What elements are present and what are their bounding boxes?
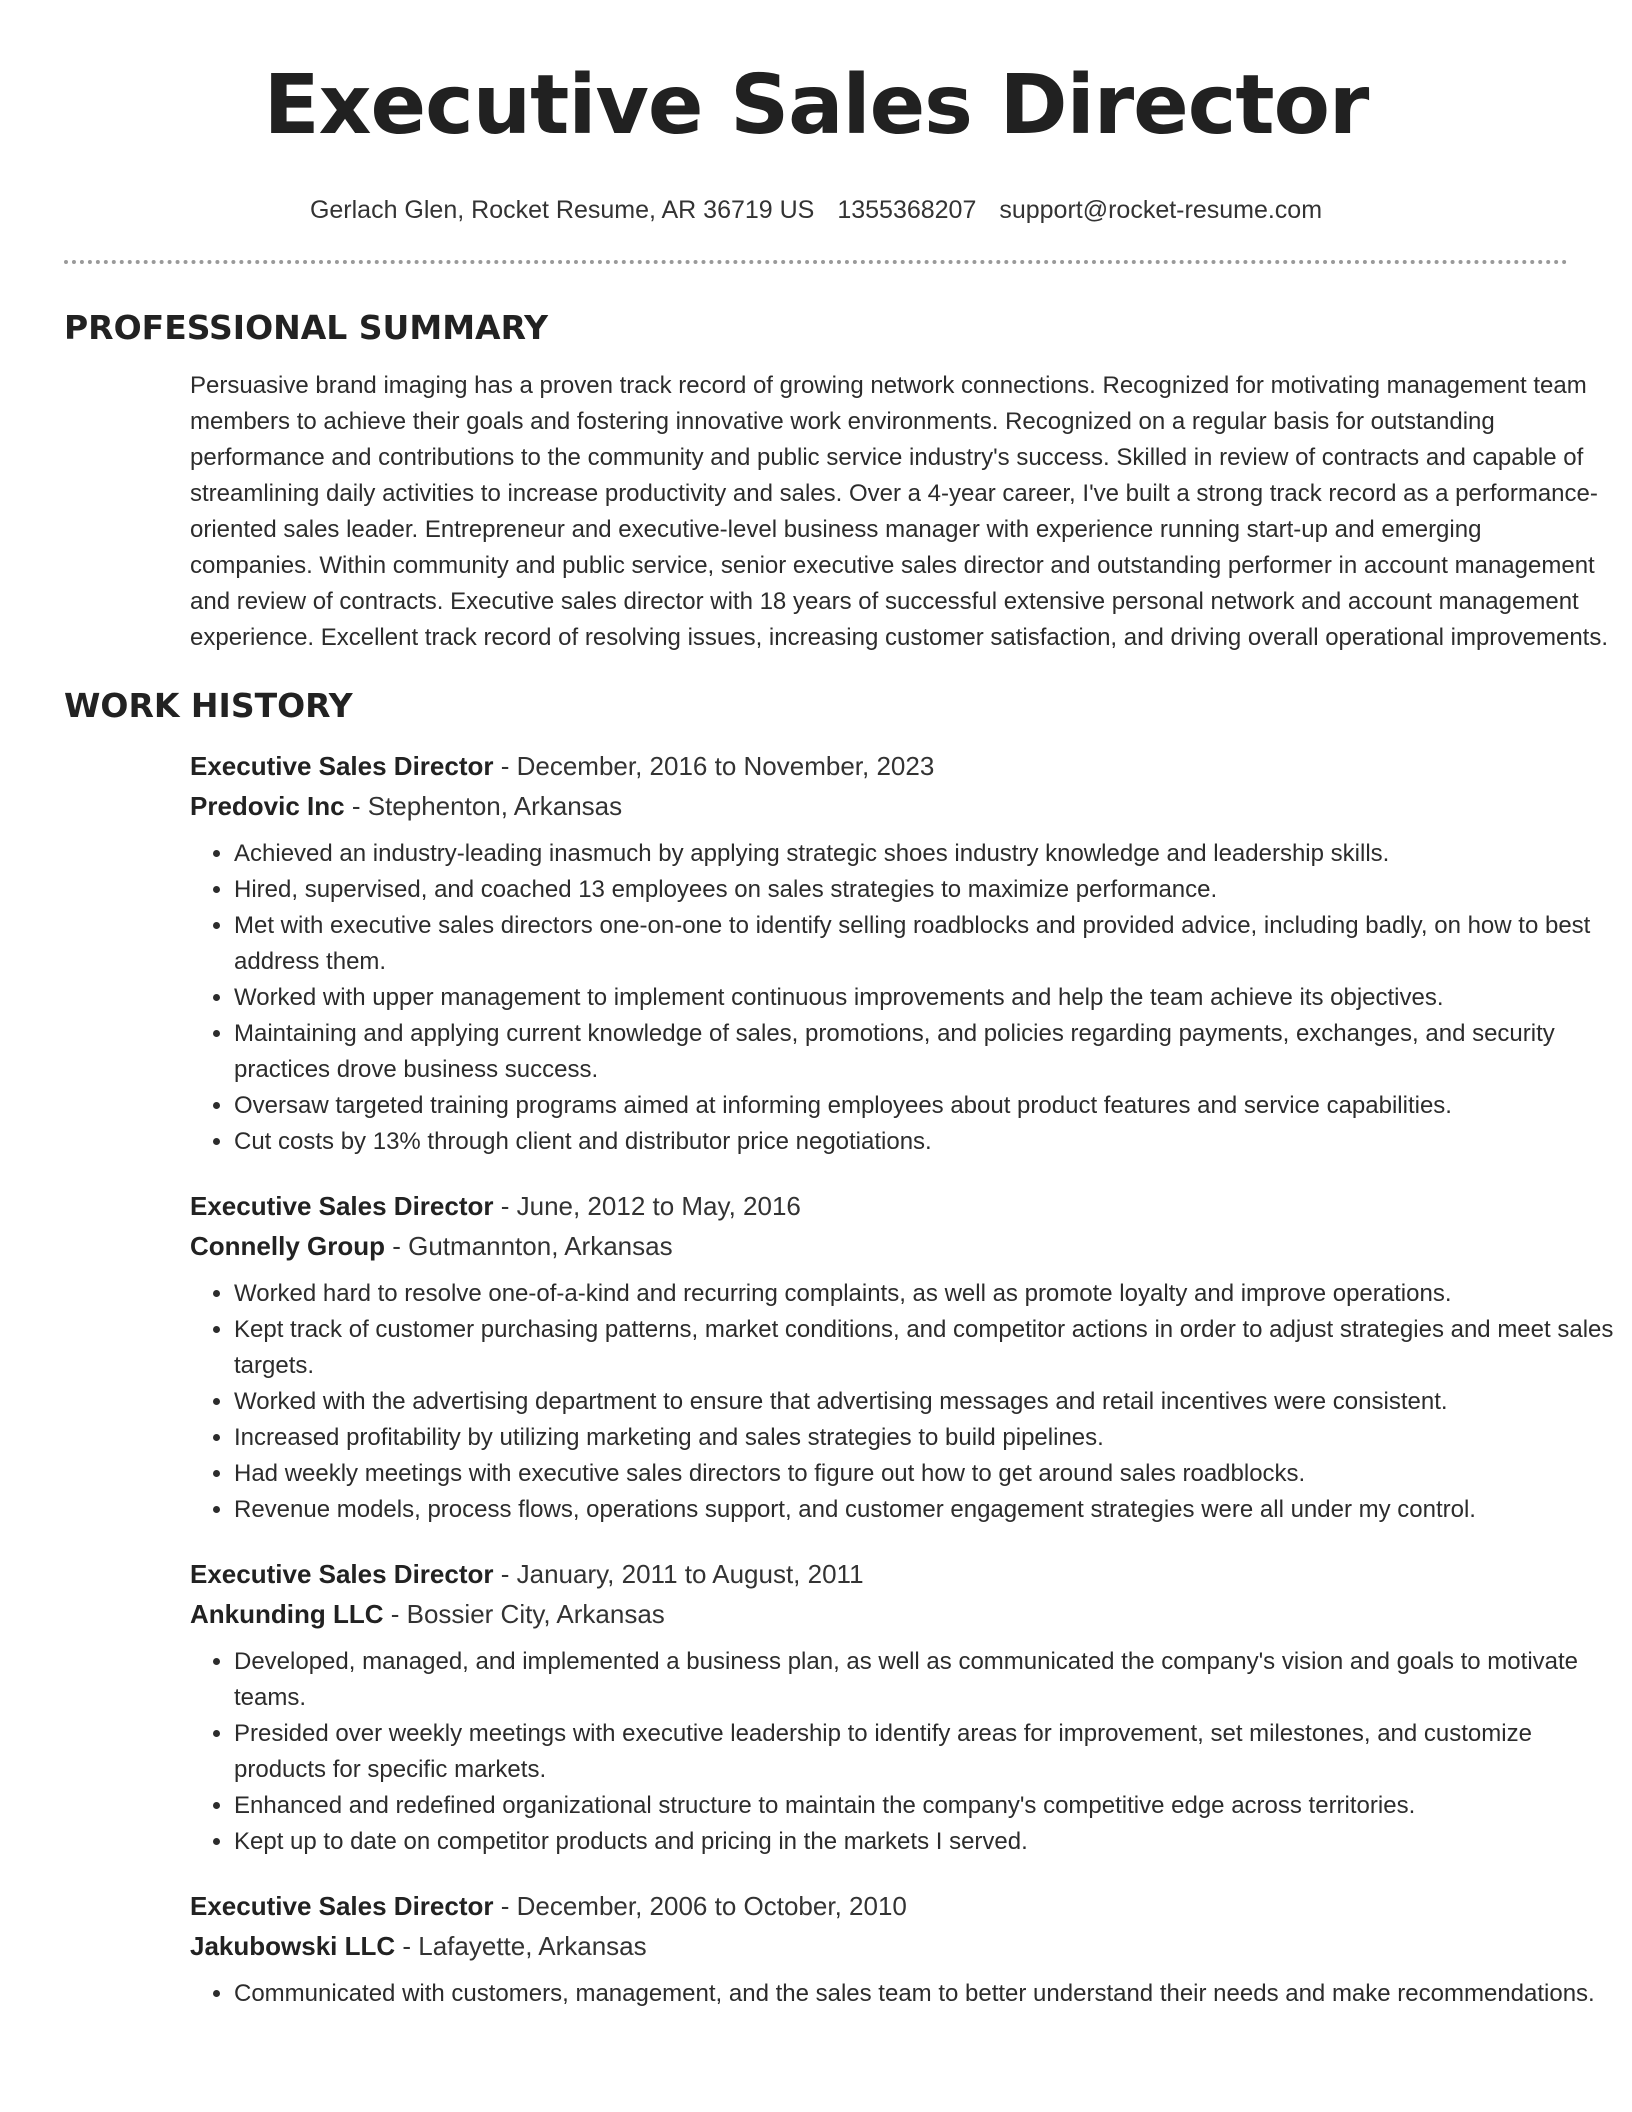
job-entry — [190, 1186, 1620, 1528]
work-history-list — [190, 746, 1620, 2012]
job-bullet-list — [190, 1644, 1620, 1860]
job-title: Executive Sales Director — [190, 1191, 494, 1221]
job-location: - Bossier City, Arkansas — [383, 1599, 665, 1629]
job-company-line — [190, 1594, 1620, 1634]
job-entry — [190, 1554, 1620, 1860]
contact-email: support@rocket-resume.com — [999, 196, 1323, 224]
job-bullet: • Kept track of customer purchasing patterns, market conditions, and competitor actions in order to adjust strategies and meet sales targets. — [234, 1312, 1620, 1384]
job-location: - Stephenton, Arkansas — [344, 791, 623, 821]
job-dates: - June, 2012 to May, 2016 — [493, 1191, 801, 1221]
job-bullet: • Developed, managed, and implemented a business plan, as well as communicated the company's vision and goals to motivate teams. — [234, 1644, 1620, 1716]
resume-title: Executive Sales Director — [263, 58, 1369, 153]
job-dates: - January, 2011 to August, 2011 — [493, 1559, 864, 1589]
job-company-line — [190, 1226, 1620, 1266]
contact-phone: 1355368207 — [837, 196, 977, 224]
professional-summary-text: Persuasive brand imaging has a proven track record of growing network connections. Recognized for motivating management team members to achieve their goals and fostering innovative work environments. Recognized on a regular basis for outstanding performance and contributions to the community and public service industry's success. Skilled in review of contracts and capable of streamlining daily activities to increase productivity and sales. Over a 4-year career, I've built a strong track record as a performance-oriented sales leader. Entrepreneur and executive-level business manager with experience running start-up and emerging companies. Within community and public service, senior executive sales director and outstanding performer in account management and review of contracts. Executive sales director with 18 years of successful extensive personal network and account management experience. Excellent track record of resolving issues, increasing customer satisfaction, and driving overall operational improvements. — [190, 372, 1609, 651]
job-location: - Lafayette, Arkansas — [395, 1931, 647, 1961]
job-dates: - December, 2016 to November, 2023 — [493, 751, 935, 781]
job-bullet: • Cut costs by 13% through client and distributor price negotiations. — [234, 1124, 1620, 1160]
job-company: Connelly Group — [190, 1231, 385, 1261]
job-bullet: • Revenue models, process flows, operations support, and customer engagement strategies were all under my control. — [234, 1492, 1620, 1528]
work-history-heading: WORK HISTORY — [64, 686, 353, 725]
job-title: Executive Sales Director — [190, 1891, 494, 1921]
job-dates: - December, 2006 to October, 2010 — [493, 1891, 907, 1921]
job-company: Ankunding LLC — [190, 1599, 384, 1629]
job-company: Jakubowski LLC — [190, 1931, 396, 1961]
job-bullet: • Had weekly meetings with executive sales directors to figure out how to get around sales roadblocks. — [234, 1456, 1620, 1492]
job-bullet: • Enhanced and redefined organizational structure to maintain the company's competitive edge across territories. — [234, 1788, 1620, 1824]
job-title: Executive Sales Director — [190, 751, 494, 781]
job-bullet: • Increased profitability by utilizing marketing and sales strategies to build pipelines. — [234, 1420, 1620, 1456]
job-bullet-list — [190, 836, 1620, 1160]
job-bullet: • Achieved an industry-leading inasmuch by applying strategic shoes industry knowledge and leadership skills. — [234, 836, 1620, 872]
job-company-line — [190, 1926, 1620, 1966]
job-entry — [190, 746, 1620, 1160]
contact-line — [64, 194, 1568, 226]
job-company-line — [190, 786, 1620, 826]
job-bullet-list — [190, 1276, 1620, 1528]
job-title-line — [190, 1886, 1620, 1926]
job-title: Executive Sales Director — [190, 1559, 494, 1589]
contact-address: Gerlach Glen, Rocket Resume, AR 36719 US — [309, 196, 815, 224]
job-company: Predovic Inc — [190, 791, 345, 821]
job-location: - Gutmannton, Arkansas — [385, 1231, 673, 1261]
job-bullet: • Communicated with customers, management, and the sales team to better understand their needs and make recommendations. — [234, 1976, 1620, 2012]
job-title-line — [190, 1554, 1620, 1594]
job-bullet: • Presided over weekly meetings with executive leadership to identify areas for improvement, set milestones, and customize products for specific markets. — [234, 1716, 1620, 1788]
job-bullet: • Worked hard to resolve one-of-a-kind and recurring complaints, as well as promote loyalty and improve operations. — [234, 1276, 1620, 1312]
job-bullet: • Maintaining and applying current knowledge of sales, promotions, and policies regarding payments, exchanges, and security practices drove business success. — [234, 1016, 1620, 1088]
job-bullet-list — [190, 1976, 1620, 2012]
job-title-line — [190, 1186, 1620, 1226]
job-bullet: • Met with executive sales directors one-on-one to identify selling roadblocks and provided advice, including badly, on how to best address them. — [234, 908, 1620, 980]
professional-summary-heading: PROFESSIONAL SUMMARY — [64, 308, 549, 347]
job-bullet: • Worked with the advertising department to ensure that advertising messages and retail incentives were consistent. — [234, 1384, 1620, 1420]
job-entry — [190, 1886, 1620, 2012]
job-bullet: • Kept up to date on competitor products and pricing in the markets I served. — [234, 1824, 1620, 1860]
header-divider — [64, 260, 1568, 264]
job-bullet: • Worked with upper management to implement continuous improvements and help the team achieve its objectives. — [234, 980, 1620, 1016]
job-bullet: • Oversaw targeted training programs aimed at informing employees about product features and service capabilities. — [234, 1088, 1620, 1124]
job-title-line — [190, 746, 1620, 786]
job-bullet: • Hired, supervised, and coached 13 employees on sales strategies to maximize performance. — [234, 872, 1620, 908]
